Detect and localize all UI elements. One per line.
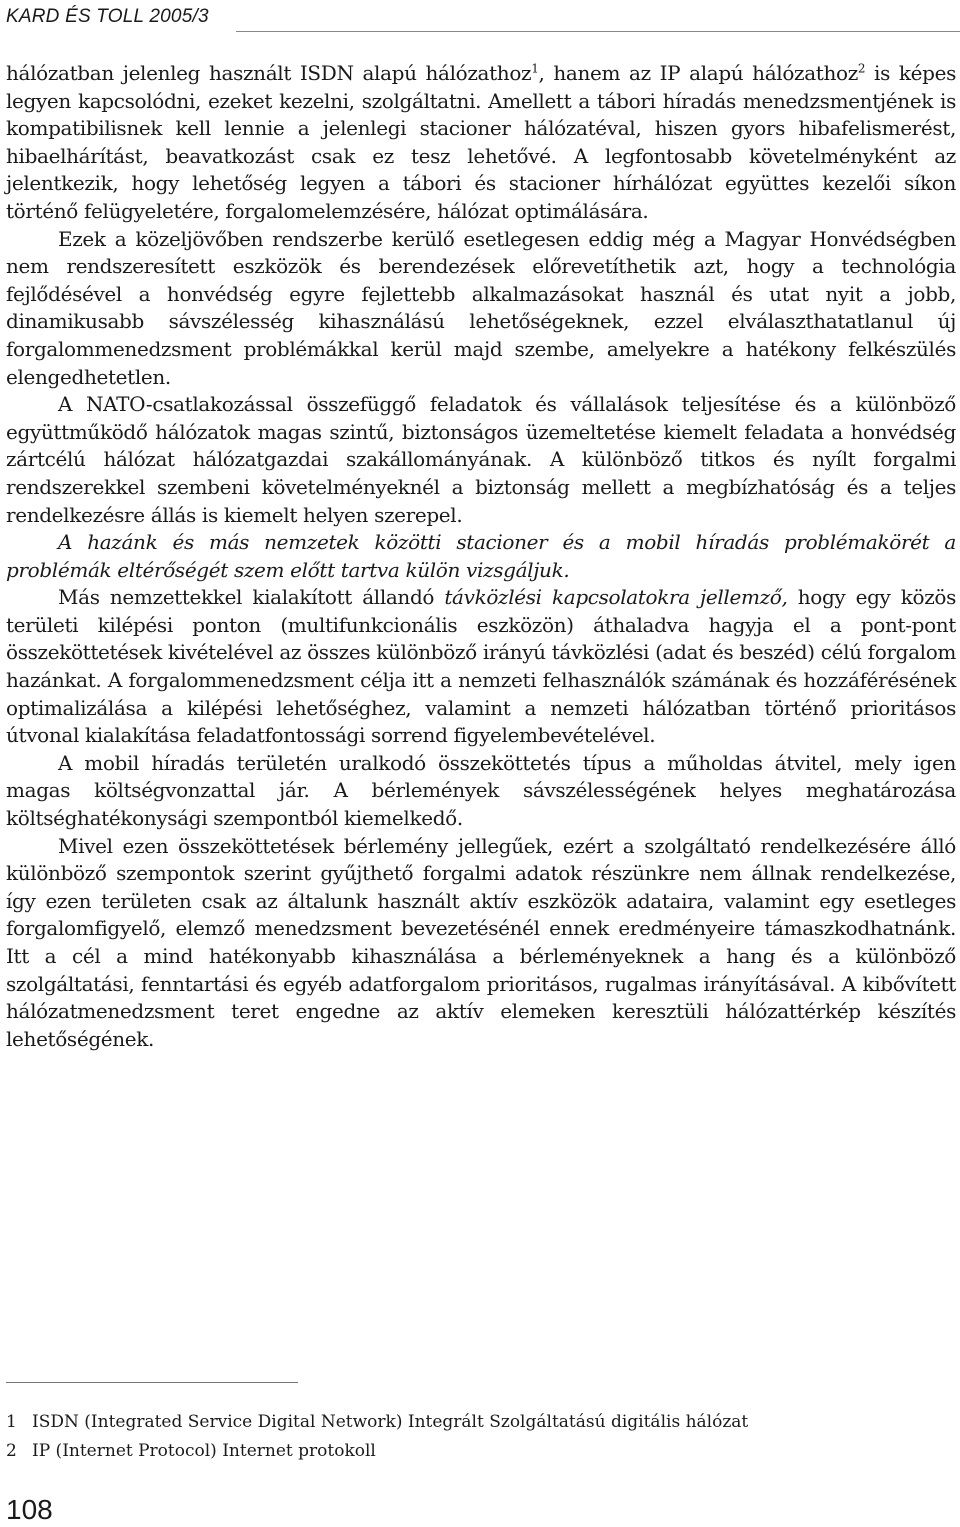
footnote-2	[6, 1437, 748, 1466]
paragraph-1-text-a: hálózatban jelenleg használt ISDN alapú hálózathoz	[6, 61, 532, 85]
footnote-2-number: 2	[6, 1441, 17, 1461]
article-body	[6, 60, 956, 1053]
footnote-ref-1: 1	[531, 61, 539, 76]
paragraph-1	[6, 60, 956, 226]
footnotes	[6, 1408, 748, 1466]
footnote-2-text: IP (Internet Protocol) Internet protokoll	[32, 1441, 376, 1461]
paragraph-5-text-b: hogy egy közös területi kilépési ponton (multifunkcionális eszközön) áthaladva hagyja el a pont-pont összeköttetések kivételével az összes különböző irányú távközlési (adat és beszéd) célú forgalom hazánkat. A forgalommenedzsment célja itt a nemzeti felhasználók számának és hozzáférésének optimalizálása a kilépési lehetőséghez, valamint a nemzeti hálózatban történő prioritásos útvonal kialakítása feladatfontossági sorrend figyelembevételével.	[6, 585, 956, 748]
footnote-ref-2: 2	[857, 61, 866, 76]
footnote-1	[6, 1408, 748, 1437]
page-number: 108	[6, 1494, 53, 1525]
paragraph-6: A mobil híradás területén uralkodó összeköttetés típus a műholdas átvitel, mely igen magas költségvonzattal jár. A bérlemények sávszélességének helyes meghatározása költséghatékonysági szempontból kiemelkedő.	[6, 750, 956, 831]
running-header: KARD ÉS TOLL 2005/3	[6, 6, 209, 27]
footnote-1-number: 1	[6, 1412, 17, 1432]
footnote-rule	[6, 1382, 298, 1383]
paragraph-3: A NATO-csatlakozással összefüggő feladatok és vállalások teljesítése és a különböző együttműködő hálózatok magas szintű, biztonságos üzemeltetése kiemelt feladata a honvédség zártcélú hálózat hálózatgazdai szakállományának. A különböző titkos és nyílt forgalmi rendszerekkel szembeni követelményeknél a biztonság mellett a megbízhatóság és a teljes rendelkezésre állás is kiemelt helyen szerepel.	[6, 392, 956, 527]
paragraph-5-emphasis: távközlési kapcsolatokra jellemző,	[444, 585, 788, 610]
paragraph-4: A hazánk és más nemzetek közötti stacioner és a mobil híradás problémakörét a problémák eltérőségét szem előtt tartva külön vizsgáljuk.	[6, 530, 956, 582]
paragraph-1-text-b: , hanem az IP alapú hálózathoz	[538, 61, 858, 85]
paragraph-5-text-a: Más nemzettekkel kialakított állandó	[58, 585, 445, 610]
footnote-1-text: ISDN (Integrated Service Digital Network) Integrált Szolgáltatású digitális hálózat	[32, 1412, 749, 1432]
paragraph-1-text-c: is képes legyen kapcsolódni, ezeket kezelni, szolgáltatni. Amellett a tábori híradás menedzsmentjének is kompatibilisnek kell lennie a jelenlegi stacioner hálózatéval, hiszen gyors hibafelismerést, hibaelhárítást, beavatkozást csak ez tesz lehetővé. A legfontosabb követelményként az jelentkezik, hogy lehetőség legyen a tábori és stacioner hírhálózat együttes kezelői síkon történő felügyeletére, forgalomelemzésére, hálózat optimálására.	[6, 61, 956, 223]
header-rule	[236, 31, 960, 32]
paragraph-5	[6, 584, 956, 750]
paragraph-7: Mivel ezen összeköttetések bérlemény jellegűek, ezért a szolgáltató rendelkezésére álló különböző szempontok szerint gyűjthető forgalmi adatok részünkre nem állnak rendelkezése, így ezen területen csak az általunk használt aktív eszközök adataira, valamint egy esetleges forgalomfigyelő, elemző menedzsment bevezetésénél ennek eredményeire támaszkodhatnánk. Itt a cél a mind hatékonyabb kihasználása a bérleményeknek a hang és a különböző szolgáltatási, fenntartási és egyéb adatforgalom prioritásos, rugalmas irányításával. A kibővített hálózatmenedzsment teret engedne az aktív elemeken keresztüli hálózattérkép készítés lehetőségének.	[6, 833, 956, 1051]
paragraph-2: Ezek a közeljövőben rendszerbe kerülő esetlegesen eddig még a Magyar Honvédségben nem rendszeresített eszközök és berendezések előrevetíthetik azt, hogy a technológia fejlődésével a honvédség egyre fejlettebb alkalmazásokat használ és utat nyit a jobb, dinamikusabb sávszélesség kihasználású lehetőségeknek, ezzel elválaszthatatlanul új forgalommenedzsment problémákkal kerül majd szembe, amelyekre a hatékony felkészülés elengedhetetlen.	[6, 226, 956, 389]
